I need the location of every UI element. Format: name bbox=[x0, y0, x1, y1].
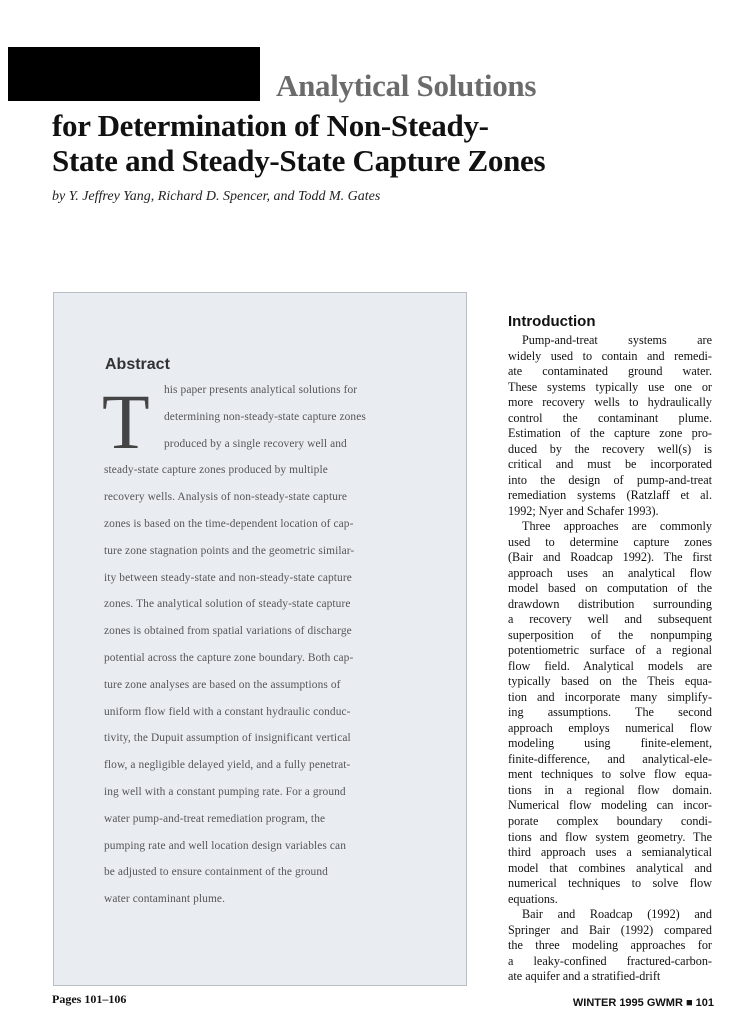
intro-line: porate complex boundary condi- bbox=[508, 813, 712, 828]
abstract-box bbox=[53, 292, 467, 986]
abstract-line: flow, a negligible delayed yield, and a fully penetrat- bbox=[104, 759, 351, 772]
introduction-text bbox=[508, 333, 712, 985]
intro-line: more recovery wells to hydraulically bbox=[508, 395, 712, 410]
abstract-line: pumping rate and well location design variables can bbox=[104, 839, 347, 852]
abstract-line: uniform flow field with a constant hydraulic conduc- bbox=[104, 705, 351, 718]
redaction-bar bbox=[8, 47, 260, 101]
intro-line: typically based on the Theis equa- bbox=[508, 674, 712, 689]
intro-line: These systems typically use one or bbox=[508, 379, 712, 394]
intro-line: approach employs numerical flow bbox=[508, 720, 712, 735]
title-part-2: for Determination of Non-Steady- bbox=[52, 108, 489, 143]
intro-line: tions and flow system geometry. The bbox=[508, 829, 712, 844]
intro-line: critical and must be incorporated bbox=[508, 457, 712, 472]
intro-line: Numerical flow modeling can incor- bbox=[508, 798, 712, 813]
intro-line: modeling using finite-element, bbox=[508, 736, 712, 751]
author-byline: by Y. Jeffrey Yang, Richard D. Spencer, and Todd M. Gates bbox=[52, 189, 381, 204]
abstract-line: produced by a single recovery well and bbox=[164, 437, 347, 450]
title-part-3: State and Steady-State Capture Zones bbox=[52, 143, 546, 178]
abstract-line: recovery wells. Analysis of non-steady-state capture bbox=[104, 491, 348, 504]
abstract-heading: Abstract bbox=[105, 356, 170, 373]
intro-line: used to determine capture zones bbox=[508, 534, 712, 549]
intro-line: widely used to contain and remedi- bbox=[508, 348, 712, 363]
abstract-line: ture zone stagnation points and the geometric similar- bbox=[104, 544, 355, 557]
abstract-line: zones is based on the time-dependent location of cap- bbox=[104, 518, 354, 530]
intro-line: tions in a regional flow domain. bbox=[508, 782, 712, 797]
intro-line: finite-difference, and analytical-ele- bbox=[508, 751, 712, 766]
intro-line: ate contaminated ground water. bbox=[508, 364, 712, 379]
intro-line: control the contaminant plume. bbox=[508, 410, 712, 425]
title-part-1: Analytical Solutions bbox=[276, 68, 537, 103]
intro-line: a recovery well and subsequent bbox=[508, 612, 712, 627]
intro-line: drawdown distribution surrounding bbox=[508, 596, 712, 611]
intro-line: approach uses an analytical flow bbox=[508, 565, 712, 580]
intro-line: Springer and Bair (1992) compared bbox=[508, 922, 712, 937]
abstract-line: ity between steady-state and non-steady-state capture bbox=[104, 571, 352, 584]
abstract-line: be adjusted to ensure containment of the ground bbox=[104, 866, 328, 879]
intro-line: model that combines analytical and bbox=[508, 860, 712, 875]
page-range: Pages 101–106 bbox=[52, 992, 127, 1006]
abstract-line: tivity, the Dupuit assumption of insignificant vertical bbox=[104, 732, 351, 745]
abstract-line: potential across the capture zone boundary. Both cap- bbox=[104, 652, 354, 664]
intro-line: flow field. Analytical models are bbox=[508, 658, 712, 673]
intro-line: the three modeling approaches for bbox=[508, 938, 712, 953]
intro-line: 1992; Nyer and Schafer 1993). bbox=[508, 503, 659, 518]
intro-line: Estimation of the capture zone pro- bbox=[508, 426, 712, 441]
journal-footer: WINTER 1995 GWMR ■ 101 bbox=[572, 997, 714, 1009]
abstract-line: steady-state capture zones produced by multiple bbox=[104, 464, 328, 477]
intro-line: duced by the recovery well(s) is bbox=[508, 441, 712, 456]
intro-line: Bair and Roadcap (1992) and bbox=[522, 907, 712, 922]
intro-line: superposition of the nonpumping bbox=[508, 627, 712, 642]
introduction-heading: Introduction bbox=[508, 313, 596, 330]
intro-line: ment techniques to solve flow equa- bbox=[508, 767, 712, 782]
intro-line: potentiometric surface of a regional bbox=[508, 643, 712, 658]
intro-line: equations. bbox=[508, 891, 558, 906]
abstract-line: ing well with a constant pumping rate. For a ground bbox=[104, 786, 346, 798]
abstract-line: water pump-and-treat remediation program, the bbox=[104, 812, 326, 825]
abstract-line: zones is obtained from spatial variations of discharge bbox=[104, 625, 352, 638]
intro-line: tion and incorporate many simplify- bbox=[508, 689, 712, 704]
abstract-line: water contaminant plume. bbox=[104, 893, 226, 906]
intro-line: Three approaches are commonly bbox=[522, 519, 712, 534]
intro-line: numerical techniques to solve flow bbox=[508, 876, 712, 891]
intro-line: into the design of pump-and-treat bbox=[508, 472, 712, 487]
drop-cap: T bbox=[102, 378, 150, 465]
intro-line: ing assumptions. The second bbox=[508, 705, 712, 720]
intro-line: a leaky-confined fractured-carbon- bbox=[508, 953, 712, 968]
intro-line: remediation systems (Ratzlaff et al. bbox=[508, 488, 712, 503]
abstract-line: zones. The analytical solution of steady-state capture bbox=[104, 598, 351, 611]
intro-line: (Bair and Roadcap 1992). The first bbox=[508, 550, 712, 565]
intro-line: ate aquifer and a stratified-drift bbox=[508, 969, 661, 984]
abstract-line: determining non-steady-state capture zones bbox=[164, 410, 366, 423]
abstract-line: his paper presents analytical solutions for bbox=[164, 384, 358, 396]
intro-line: model based on computation of the bbox=[508, 581, 712, 596]
intro-line: third approach uses a semianalytical bbox=[508, 845, 712, 860]
intro-line: Pump-and-treat systems are bbox=[522, 333, 712, 347]
abstract-line: ture zone analyses are based on the assumptions of bbox=[104, 678, 341, 691]
